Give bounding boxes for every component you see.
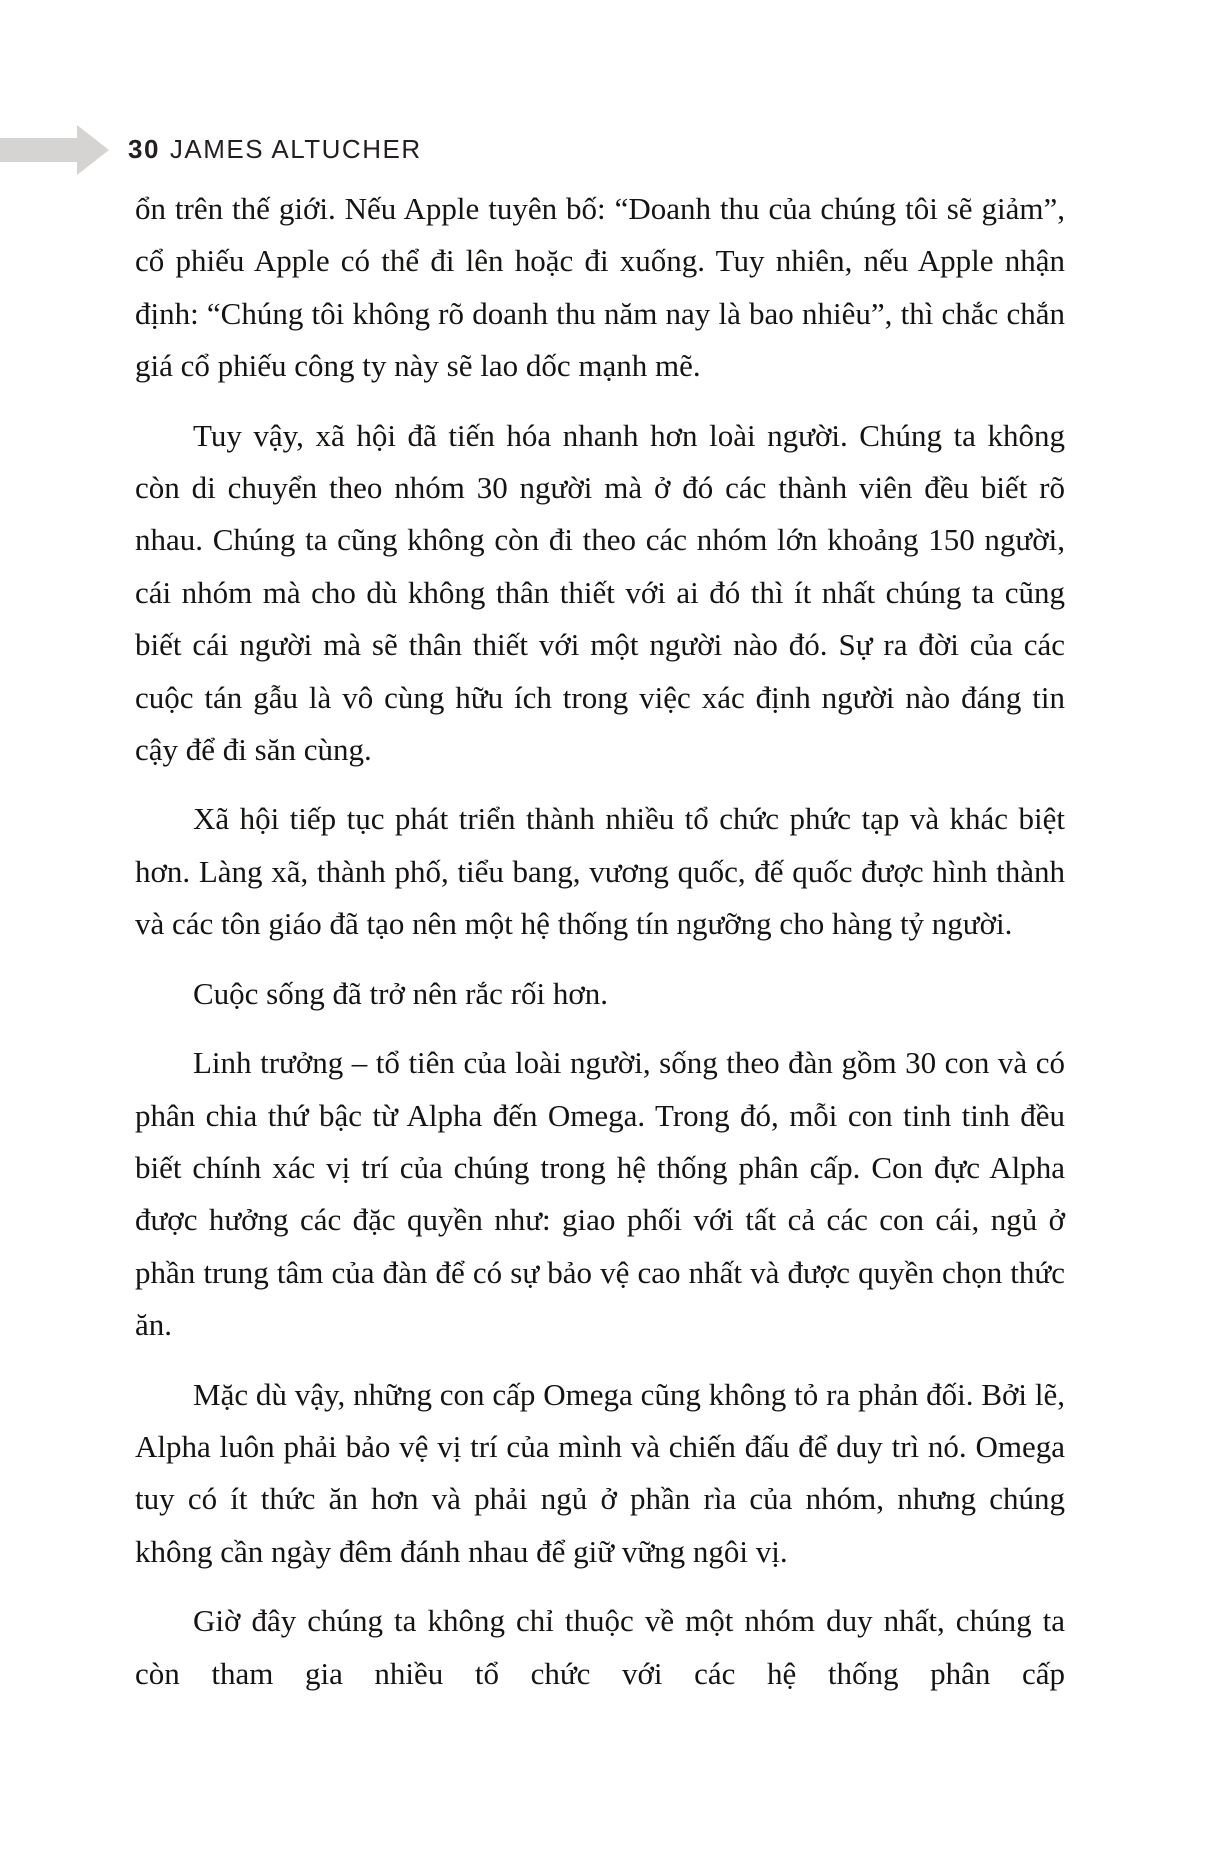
paragraph: Xã hội tiếp tục phát triển thành nhiều tổ chức phức tạp và khác biệt hơn. Làng xã, thành phố, tiểu bang, vương quốc, đế quốc được hình thành và các tôn giáo đã tạo nên một hệ thống tín ngưỡng cho hàng tỷ người. bbox=[135, 801, 1065, 942]
running-header bbox=[0, 122, 1221, 176]
right-arrow-shape bbox=[0, 125, 109, 175]
paragraph: Tuy vậy, xã hội đã tiến hóa nhanh hơn loài người. Chúng ta không còn di chuyển theo nhóm 30 người mà ở đó các thành viên đều biết rõ nhau. Chúng ta cũng không còn đi theo các nhóm lớn khoảng 150 người, cái nhóm mà cho dù không thân thiết với ai đó thì ít nhất chúng ta cũng biết cái người mà sẽ thân thiết với một người nào đó. Sự ra đời của các cuộc tán gẫu là vô cùng hữu ích trong việc xác định người nào đáng tin cậy để đi săn cùng. bbox=[135, 417, 1065, 768]
paragraph: Linh trưởng – tổ tiên của loài người, sống theo đàn gồm 30 con và có phân chia thứ bậc từ Alpha đến Omega. Trong đó, mỗi con tinh tinh đều biết chính xác vị trí của chúng trong hệ thống phân cấp. Con đực Alpha được hưởng các đặc quyền như: giao phối với tất cả các con cái, ngủ ở phần trung tâm của đàn để có sự bảo vệ cao nhất và được quyền chọn thức ăn. bbox=[135, 1045, 1065, 1343]
right-arrow-icon bbox=[0, 124, 110, 176]
author-name: JAMES ALTUCHER bbox=[169, 134, 422, 164]
paragraph: ổn trên thế giới. Nếu Apple tuyên bố: “Doanh thu của chúng tôi sẽ giảm”, cổ phiếu Apple có thể đi lên hoặc đi xuống. Tuy nhiên, nếu Apple nhận định: “Chúng tôi không rõ doanh thu năm nay là bao nhiêu”, thì chắc chắn giá cổ phiếu công ty này sẽ lao dốc mạnh mẽ. bbox=[135, 191, 1065, 384]
page-number: 30 bbox=[128, 134, 160, 164]
paragraph: Giờ đây chúng ta không chỉ thuộc về một nhóm duy nhất, chúng ta còn tham gia nhiều tổ chức với các hệ thống phân cấp bbox=[135, 1603, 1065, 1691]
page-body bbox=[135, 183, 1065, 1717]
header-text bbox=[128, 134, 422, 165]
paragraph: Cuộc sống đã trở nên rắc rối hơn. bbox=[193, 975, 609, 1011]
paragraph: Mặc dù vậy, những con cấp Omega cũng không tỏ ra phản đối. Bởi lẽ, Alpha luôn phải bảo vệ vị trí của mình và chiến đấu để duy trì nó. Omega tuy có ít thức ăn hơn và phải ngủ ở phần rìa của nhóm, nhưng chúng không cần ngày đêm đánh nhau để giữ vững ngôi vị. bbox=[135, 1376, 1065, 1569]
